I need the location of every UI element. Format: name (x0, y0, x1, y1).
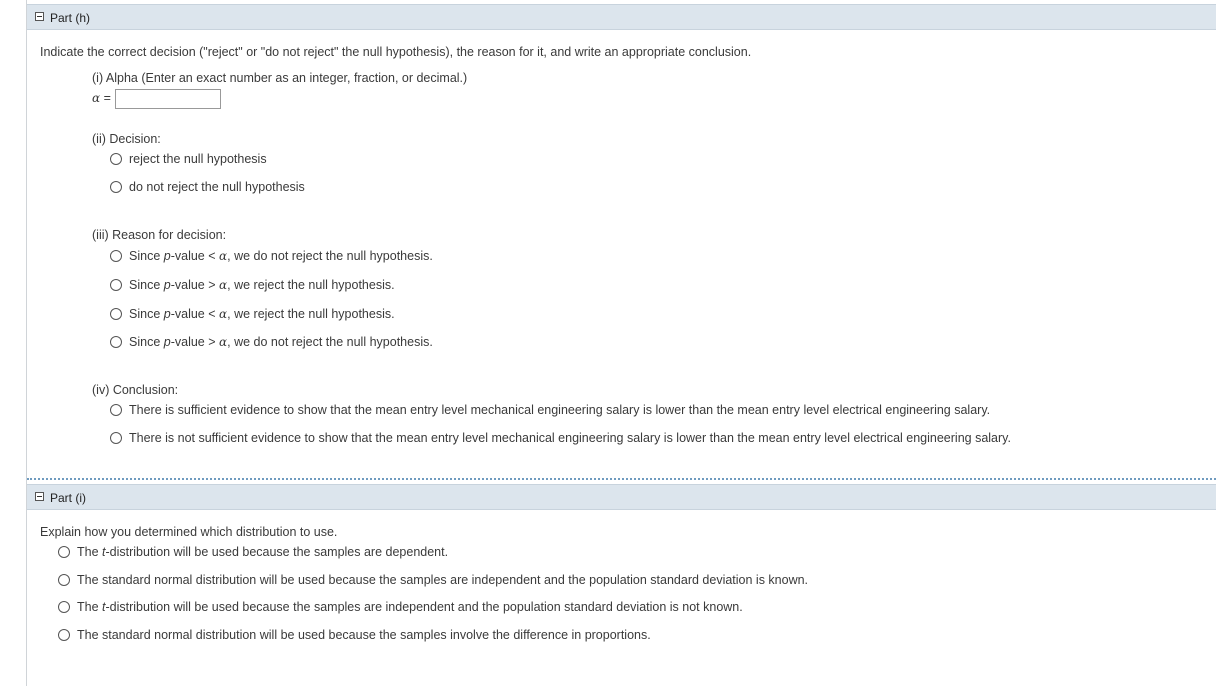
reason-option-1[interactable] (110, 248, 433, 264)
distribution-option-1[interactable] (58, 544, 448, 560)
part-h-title: Part (h) (50, 11, 91, 25)
radio-button[interactable] (110, 279, 122, 291)
t-symbol: t (102, 600, 106, 614)
option-text: There is not sufficient evidence to show that the mean entry level mechanical engineering salary is lower than the mean entry level electrical engineering salary. (129, 431, 1011, 445)
radio-button[interactable] (58, 629, 70, 641)
distribution-option-3[interactable] (58, 599, 743, 615)
part-h-header[interactable] (27, 4, 1216, 30)
option-text: Since (129, 307, 164, 321)
conclusion-option-not-sufficient[interactable] (110, 430, 1011, 446)
option-text: The (77, 600, 103, 614)
alpha-label (92, 91, 111, 105)
left-border (26, 0, 27, 686)
option-text: , we do not reject the null hypothesis. (227, 335, 433, 349)
distribution-option-4[interactable] (58, 627, 651, 643)
reason-label: (iii) Reason for decision: (92, 228, 227, 242)
decision-option-reject[interactable] (110, 151, 267, 167)
radio-button[interactable] (110, 153, 122, 165)
option-text: The standard normal distribution will be used because the samples involve the difference in proportions. (77, 628, 651, 642)
option-text: -value (170, 278, 209, 292)
alpha-symbol: α (219, 307, 228, 321)
option-text: -value (170, 249, 209, 263)
reason-option-3[interactable] (110, 306, 395, 322)
radio-button[interactable] (58, 601, 70, 613)
p-symbol: p (163, 335, 171, 349)
alpha-equals: = (100, 91, 111, 105)
part-i-header[interactable] (27, 484, 1216, 510)
option-text: -value (170, 335, 209, 349)
radio-button[interactable] (110, 432, 122, 444)
alpha-symbol: α (219, 278, 228, 292)
section-divider (27, 478, 1216, 480)
distribution-option-2[interactable] (58, 572, 808, 588)
alpha-symbol: α (92, 91, 101, 105)
option-text: -value (170, 307, 209, 321)
alpha-prompt: (i) Alpha (Enter an exact number as an integer, fraction, or decimal.) (92, 71, 468, 85)
option-text: Since (129, 335, 164, 349)
option-text: There is sufficient evidence to show that the mean entry level mechanical engineering salary is lower than the mean entry level electrical engineering salary. (129, 403, 991, 417)
collapse-icon[interactable] (35, 492, 44, 501)
decision-label: (ii) Decision: (92, 132, 161, 146)
option-text: , we reject the null hypothesis. (227, 278, 395, 292)
alpha-symbol: α (219, 335, 228, 349)
option-text: The (77, 545, 103, 559)
option-text: -distribution will be used because the samples are independent and the population standard deviation is not known. (105, 600, 743, 614)
conclusion-option-sufficient[interactable] (110, 402, 990, 418)
radio-button[interactable] (58, 546, 70, 558)
operator: < (208, 249, 216, 263)
option-text: reject the null hypothesis (129, 152, 267, 166)
reason-option-4[interactable] (110, 334, 433, 350)
part-h-instruction: Indicate the correct decision ("reject" or "do not reject" the null hypothesis), the reason for it, and write an appropriate conclusion. (40, 45, 752, 59)
option-text: Since (129, 278, 164, 292)
option-text: Since (129, 249, 164, 263)
operator: > (208, 335, 216, 349)
alpha-input[interactable] (115, 89, 221, 109)
operator: < (208, 307, 216, 321)
option-text: do not reject the null hypothesis (129, 180, 305, 194)
option-text: , we reject the null hypothesis. (227, 307, 395, 321)
option-text: -distribution will be used because the samples are dependent. (105, 545, 449, 559)
radio-button[interactable] (110, 181, 122, 193)
t-symbol: t (102, 545, 106, 559)
option-text: , we do not reject the null hypothesis. (227, 249, 433, 263)
p-symbol: p (163, 249, 171, 263)
operator: > (208, 278, 216, 292)
part-i-instruction: Explain how you determined which distribution to use. (40, 525, 338, 539)
conclusion-label: (iv) Conclusion: (92, 383, 179, 397)
radio-button[interactable] (110, 404, 122, 416)
decision-option-do-not-reject[interactable] (110, 179, 305, 195)
radio-button[interactable] (110, 250, 122, 262)
radio-button[interactable] (58, 574, 70, 586)
alpha-symbol: α (219, 249, 228, 263)
part-i-title: Part (i) (50, 491, 86, 505)
option-text: The standard normal distribution will be used because the samples are independent and the population standard deviation is known. (77, 573, 809, 587)
radio-button[interactable] (110, 336, 122, 348)
collapse-icon[interactable] (35, 12, 44, 21)
p-symbol: p (163, 278, 171, 292)
radio-button[interactable] (110, 308, 122, 320)
p-symbol: p (163, 307, 171, 321)
reason-option-2[interactable] (110, 277, 395, 293)
